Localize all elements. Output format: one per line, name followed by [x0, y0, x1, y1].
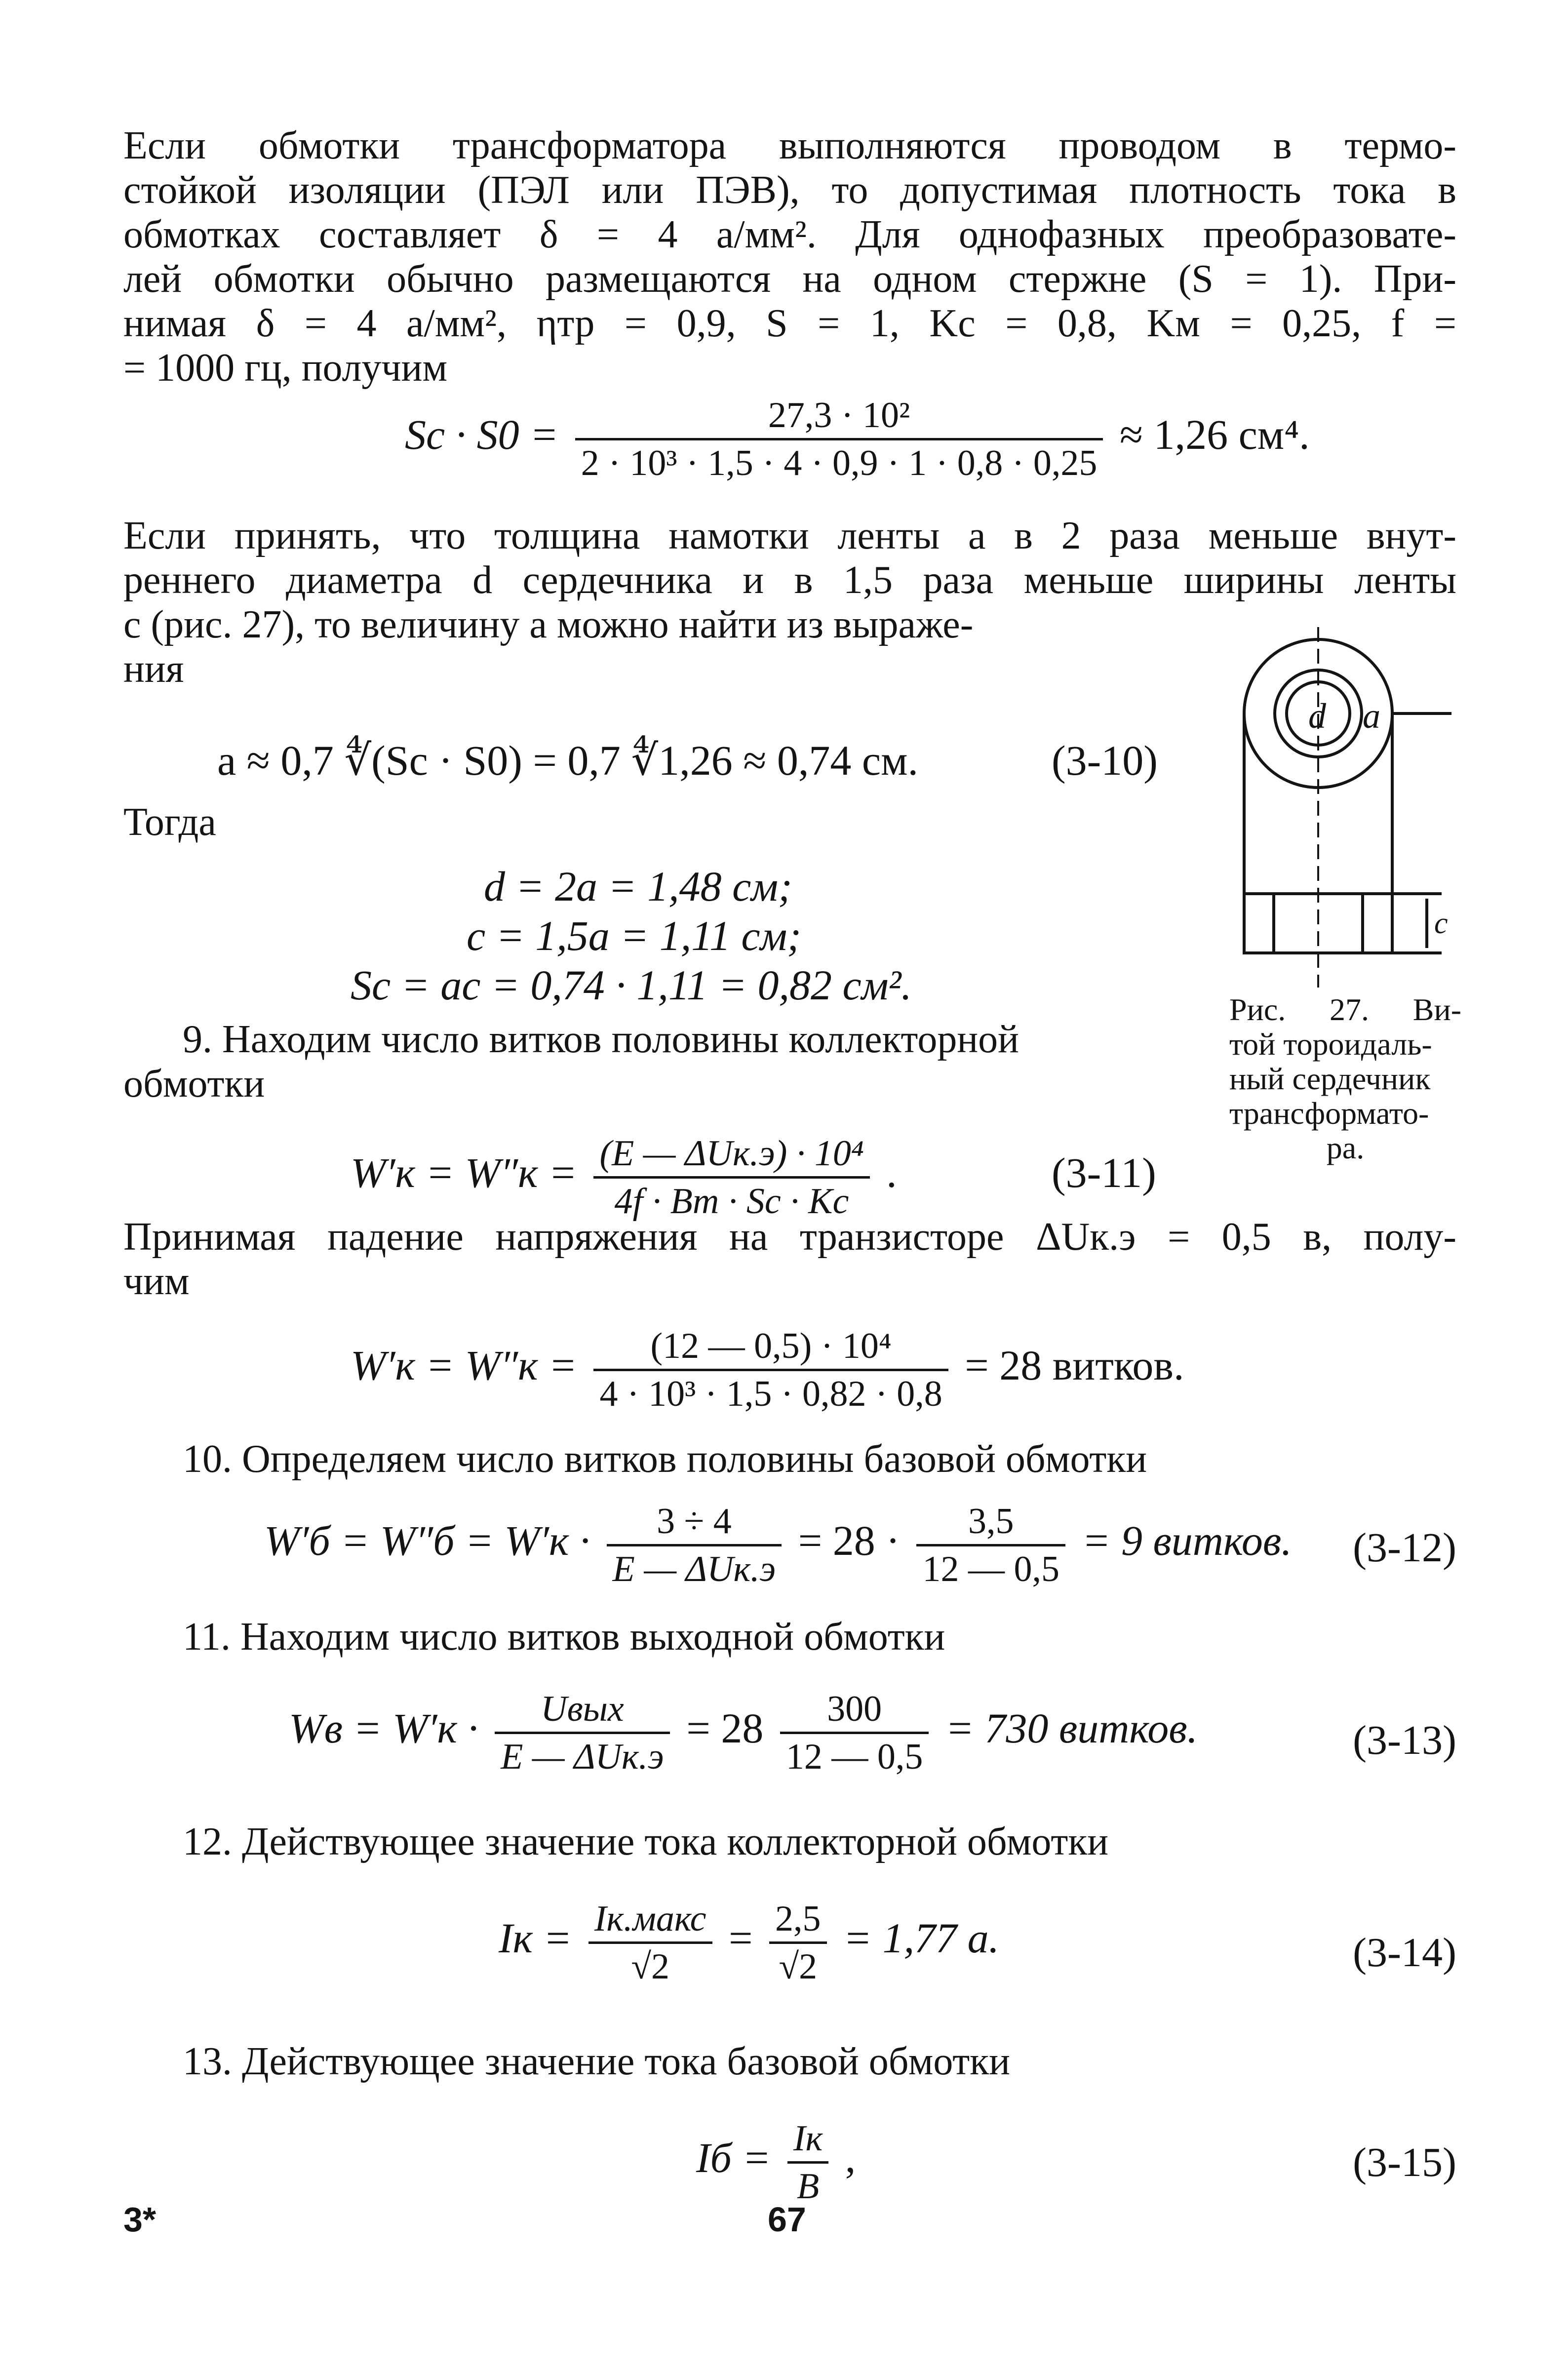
equation-fraction	[787, 2116, 828, 2209]
equation-3-14	[499, 1896, 999, 1989]
figure-caption-line2: той тороидаль-	[1229, 1027, 1432, 1062]
equation-number-3-13: (3-13)	[1353, 1717, 1456, 1763]
fraction-numerator: 2,5	[775, 1899, 821, 1939]
equation-fraction-2	[916, 1499, 1065, 1592]
equation-lhs: Wв = W′к ·	[289, 1704, 478, 1752]
equation-fraction-2	[769, 1896, 827, 1989]
item13-heading: 13. Действующее значение тока базовой обмотки	[183, 2040, 1010, 2083]
equation-sc-s0	[405, 393, 1310, 486]
equation-number-3-14: (3-14)	[1353, 1930, 1456, 1976]
equation-d: d = 2a = 1,48 см;	[484, 863, 792, 910]
equation-result: ≈ 1,26 см⁴.	[1119, 411, 1310, 459]
equation-fraction-1	[607, 1499, 782, 1592]
equation-fraction-1	[495, 1686, 670, 1780]
fraction-numerator: 300	[827, 1689, 882, 1729]
equation-fraction-1	[588, 1896, 712, 1989]
equation-lhs: W′к = W″к =	[351, 1342, 577, 1389]
equation-mid: = 28 ·	[798, 1517, 900, 1565]
item10-heading: 10. Определяем число витков половины базовой обмотки	[183, 1437, 1147, 1481]
fraction-numerator: 3,5	[968, 1501, 1014, 1542]
equation-3-12	[264, 1499, 1292, 1592]
equation-result: = 9 витков.	[1082, 1517, 1292, 1565]
equation-result: = 730 витков.	[945, 1704, 1198, 1752]
equation-mid: = 28	[686, 1704, 764, 1752]
equation-tail: ,	[845, 2134, 856, 2182]
fraction-denominator: 12 — 0,5	[916, 1544, 1065, 1592]
figure-label-a: a	[1363, 696, 1380, 736]
paragraph1-line1: Если обмотки трансформатора выполняются проводом в термо-	[123, 124, 1456, 167]
paragraph2-line3: c (рис. 27), то величину a можно найти из выраже-	[123, 603, 974, 646]
equation-fraction	[593, 1131, 869, 1224]
item11-heading: 11. Находим число витков выходной обмотки	[183, 1615, 945, 1659]
equation-fraction-2	[780, 1686, 929, 1780]
fraction-numerator: 3 ÷ 4	[657, 1501, 732, 1542]
figure-label-d: d	[1308, 696, 1326, 736]
equation-number-3-12: (3-12)	[1353, 1525, 1456, 1571]
fraction-numerator: (E — ΔUк.э) · 10⁴	[599, 1133, 864, 1174]
figure-caption-line4: трансформато-	[1229, 1096, 1429, 1131]
equation-lhs: Sc · S0 =	[405, 411, 559, 459]
fraction-denominator: 4 · 10³ · 1,5 · 0,82 · 0,8	[593, 1369, 948, 1417]
equation-lhs: Iб =	[696, 2134, 771, 2182]
paragraph1-line3: обмотках составляет δ = 4 а/мм². Для однофазных преобразовате-	[123, 213, 1456, 256]
equation-lhs: W′к = W″к =	[351, 1149, 577, 1197]
equation-mid: =	[729, 1914, 753, 1962]
equation-result: = 1,77 a.	[843, 1914, 1000, 1962]
equation-3-15	[696, 2116, 856, 2209]
fraction-numerator: Uвых	[541, 1689, 624, 1729]
paragraph2-line1: Если принять, что толщина намотки ленты a в 2 раза меньше внут-	[123, 514, 1456, 557]
equation-lhs: W′б = W″б = W′к ·	[264, 1517, 590, 1565]
equation-number-3-15: (3-15)	[1353, 2139, 1456, 2185]
fraction-denominator: B	[787, 2161, 828, 2209]
paragraph1-line5: нимая δ = 4 а/мм², ηтр = 0,9, S = 1, Kс = 0,8, Kм = 0,25, f =	[123, 302, 1456, 345]
equation-3-10: a ≈ 0,7 ∜(Sc · S0) = 0,7 ∜1,26 ≈ 0,74 см.	[217, 737, 919, 784]
equation-c: c = 1,5a = 1,11 см;	[467, 912, 802, 959]
figure-caption-line3: ный сердечник	[1229, 1061, 1431, 1096]
equation-number-3-11: (3-11)	[1052, 1149, 1156, 1196]
fraction-denominator: 12 — 0,5	[780, 1732, 929, 1780]
equation-result: = 28 витков.	[965, 1342, 1184, 1389]
fraction-denominator: 2 · 10³ · 1,5 · 4 · 0,9 · 1 · 0,8 · 0,25	[575, 438, 1103, 486]
paragraph2-line4: ния	[123, 647, 184, 691]
equation-fraction	[593, 1323, 948, 1417]
togda-word: Тогда	[123, 800, 216, 844]
item9-line2: обмотки	[123, 1062, 265, 1106]
figure-caption-line5: ра.	[1326, 1130, 1365, 1165]
fraction-denominator: E — ΔUк.э	[607, 1544, 782, 1592]
signature-mark: 3*	[123, 2200, 157, 2239]
fraction-denominator: E — ΔUк.э	[495, 1732, 670, 1780]
equation-fraction	[575, 393, 1103, 486]
paragraph1-line6: = 1000 гц, получим	[123, 346, 448, 390]
figure-caption-line1: Рис. 27. Ви-	[1229, 992, 1461, 1027]
equation-sc: Sc = ac = 0,74 · 1,11 = 0,82 см².	[351, 961, 912, 1009]
fraction-numerator: (12 — 0,5) · 10⁴	[650, 1326, 892, 1366]
paragraph2-line2: реннего диаметра d сердечника и в 1,5 раза меньше ширины ленты	[123, 558, 1456, 602]
page-number: 67	[768, 2200, 806, 2239]
paragraph3-line2: чим	[123, 1260, 190, 1303]
equation-number-3-10: (3-10)	[1052, 737, 1158, 784]
equation-3-13	[289, 1686, 1198, 1780]
figure-label-c: c	[1434, 907, 1448, 940]
fraction-denominator: √2	[769, 1941, 827, 1989]
toroidal-core-figure	[1224, 617, 1466, 992]
equation-lhs: Iк =	[499, 1914, 572, 1962]
equation-3-11	[351, 1131, 897, 1224]
equation-tail: .	[886, 1149, 897, 1197]
paragraph3-line1: Принимая падение напряжения на транзисторе ΔUк.э = 0,5 в, полу-	[123, 1215, 1456, 1259]
item9-line1: 9. Находим число витков половины коллекторной	[183, 1018, 1019, 1061]
paragraph1-line2: стойкой изоляции (ПЭЛ или ПЭВ), то допустимая плотность тока в	[123, 168, 1456, 212]
fraction-denominator: 4f · Bm · Sc · Kc	[593, 1176, 869, 1224]
fraction-denominator: √2	[588, 1941, 712, 1989]
equation-w-calc	[351, 1323, 1184, 1417]
fraction-numerator: 27,3 · 10²	[768, 395, 910, 435]
fraction-numerator: Iк.макс	[594, 1899, 706, 1939]
paragraph1-line4: лей обмотки обычно размещаются на одном стержне (S = 1). При-	[123, 257, 1456, 301]
item12-heading: 12. Действующее значение тока коллекторной обмотки	[183, 1820, 1108, 1863]
fraction-numerator: Iк	[793, 2118, 823, 2159]
